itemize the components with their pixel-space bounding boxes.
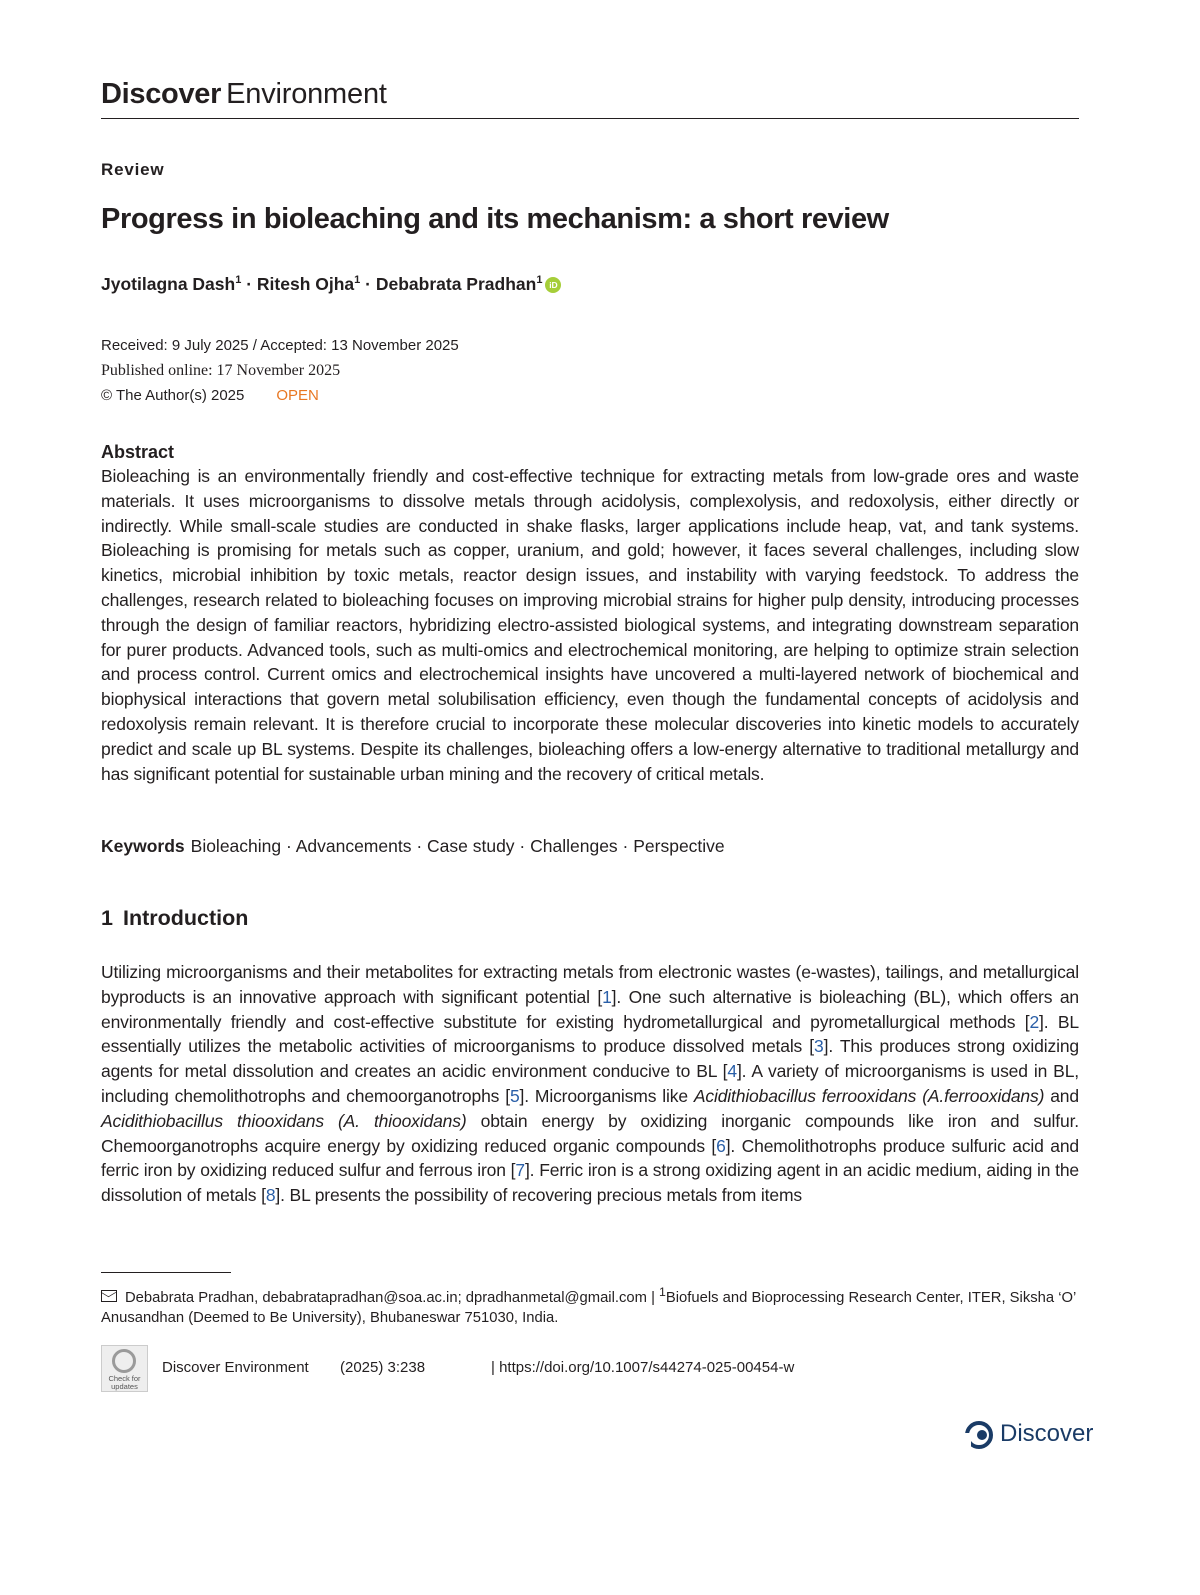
intro-text-segment: ]. BL essentially utilizes the metabolic activities of microorganisms to produce dissolved metals [ [101,1011,1079,1057]
affiliation-mark: 1 [659,1285,666,1299]
footer-journal-name: Discover Environment [162,1359,309,1376]
intro-text-segment: ]. This produces strong oxidizing agents for metal dissolution and creates an acidic environment conducive to BL [ [101,1036,1079,1082]
keywords-line [101,836,725,857]
footnote-divider [101,1272,231,1273]
page-footer [101,1345,1079,1393]
section-title: Introduction [122,906,249,930]
abstract-section [101,440,1079,786]
author-list [101,274,561,295]
article-dates [101,333,459,408]
author-affiliation-mark: 1 [536,274,543,287]
published-date: Published online: 17 November 2025 [101,362,341,379]
corresponding-author-contact: Debabrata Pradhan, debabratapradhan@soa.ac.in; dpradhanmetal@gmail.com | [125,1289,660,1306]
citation-link[interactable]: 4 [727,1061,737,1082]
introduction-paragraph [101,960,1079,1208]
citation-link[interactable]: 5 [509,1085,520,1106]
footer-doi-link[interactable]: | https://doi.org/10.1007/s44274-025-00454-w [491,1359,795,1376]
footnote [101,1282,1079,1328]
author-separator: · [241,274,257,294]
citation-link[interactable]: 7 [515,1160,525,1181]
author-name[interactable]: Ritesh Ojha [256,274,355,294]
citation-link[interactable]: 3 [814,1036,824,1057]
journal-name-bold: Discover [101,78,222,110]
copyright-text: © The Author(s) 2025 [101,387,245,404]
section-number: 1 [101,906,113,930]
intro-text-segment: ]. Ferric iron is a strong oxidizing agent in an acidic medium, aiding in the dissolution of metals [ [101,1160,1079,1206]
footer-volume: (2025) 3:238 [340,1359,426,1376]
article-title: Progress in bioleaching and its mechanism: a short review [101,203,889,235]
citation-link[interactable]: 1 [602,986,612,1007]
abstract-heading: Abstract [101,442,175,462]
intro-text-segment: and [1044,1085,1079,1106]
open-access-badge[interactable]: OPEN [276,387,319,404]
author-name[interactable]: Jyotilagna Dash [101,274,236,294]
received-accepted-date: Received: 9 July 2025 / Accepted: 13 November 2025 [101,337,459,354]
section-heading [101,906,248,931]
intro-text-segment: ]. A variety of microorganisms is used in BL, including chemolithotrophs and chemoorganotrophs [ [101,1061,1079,1106]
orcid-icon[interactable]: iD [545,277,561,293]
citation-link[interactable]: 2 [1029,1011,1040,1032]
journal-header [101,78,1079,119]
intro-text-segment: Utilizing microorganisms and their metabolites for extracting metals from electronic wastes (e-wastes), tailings, and metallurgical byproducts is an innovative approach with significant potential [ [101,962,1079,1007]
species-name: Acidithiobacillus thiooxidans (A. thiooxidans) [101,1110,467,1131]
citation-link[interactable]: 6 [716,1135,726,1156]
affiliation-text: Biofuels and Bioprocessing Research Center, ITER, Siksha ‘O’ Anusandhan (Deemed to Be University), Bhubaneswar 751030, India. [101,1289,1076,1326]
mail-icon [101,1290,117,1302]
article-type: Review [101,160,165,179]
author-affiliation-mark: 1 [235,274,242,287]
species-name: Acidithiobacillus ferrooxidans (A.ferrooxidans) [693,1085,1045,1106]
check-for-updates-icon[interactable] [101,1345,148,1392]
author-affiliation-mark: 1 [354,274,361,287]
check-for-updates-circle [112,1349,136,1373]
intro-text-segment: ]. Chemolithotrophs produce sulfuric acid and ferric iron by oxidizing reduced sulfur and ferrous iron [ [101,1135,1079,1181]
check-for-updates-label: Check for updates [108,1374,141,1391]
keywords-text: Bioleaching · Advancements · Case study · Challenges · Perspective [190,836,725,856]
abstract-text: Bioleaching is an environmentally friendly and cost-effective technique for extracting metals from low-grade ores and waste materials. It uses microorganisms to dissolve metals through acidolysis, complexolysis, and redoxolysis, either directly or indirectly. While small-scale studies are conducted in shake flasks, larger applications include heap, vat, and tank systems. Bioleaching is promising for metals such as copper, uranium, and gold; however, it faces several challenges, including slow kinetics, microbial inhibition by toxic metals, reactor design issues, and instability with varying feedstock. To address the challenges, research related to bioleaching focuses on improving microbial strains for higher pulp density, introducing processes through the design of familiar reactors, hybridizing electro-assisted biological systems, and integrating downstream separation for purer products. Advanced tools, such as multi-omics and electrochemical monitoring, are helping to optimize strain selection and process control. Current omics and electrochemical insights have uncovered a multi-layered network of biochemical and biophysical interactions that govern metal solubilisation efficiency, even though the fundamental concepts of acidolysis and redoxolysis remain relevant. It is therefore crucial to incorporate these molecular discoveries into kinetic models to accurately predict and scale up BL systems. Despite its challenges, bioleaching offers a low-energy alternative to traditional metallurgy and has significant potential for sustainable urban mining and the recovery of critical metals. [101,466,1079,784]
citation-link[interactable]: 8 [265,1185,276,1206]
intro-text-segment: ]. One such alternative is bioleaching (BL), which offers an environmentally friendly and cost-effective substitute for existing hydrometallurgical and pyrometallurgical methods [ [101,986,1079,1032]
author-separator: · [360,274,376,294]
author-name[interactable]: Debabrata Pradhan [375,274,537,294]
intro-text-segment: ]. Microorganisms like [519,1085,694,1106]
discover-logo-icon [965,1421,993,1449]
copyright-line [101,383,459,408]
keywords-label: Keywords [101,836,185,856]
journal-name-rest: Environment [226,78,387,110]
intro-text-segment: ]. BL presents the possibility of recovering precious metals from items [275,1185,802,1206]
intro-text-segment: obtain energy by oxidizing inorganic compounds like iron and sulfur. Chemoorganotrophs acquire energy by oxidizing reduced organic compounds [ [101,1110,1080,1156]
publisher-name: Discover [1000,1420,1094,1447]
